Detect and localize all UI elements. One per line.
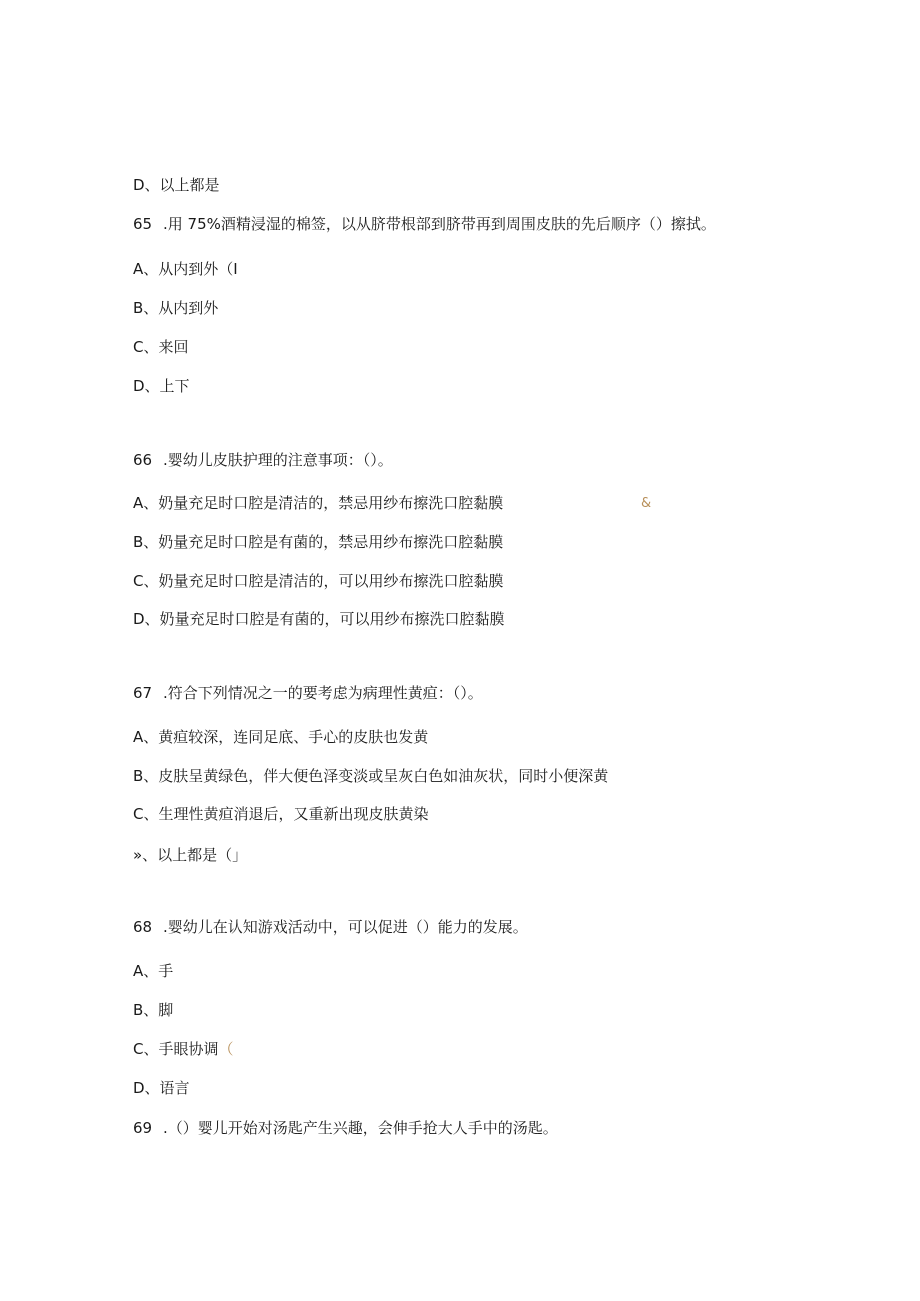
q68-option-c-mark: （ [218, 1040, 234, 1058]
q68-stem [133, 917, 528, 937]
q67-option-c: C、生理性黄疸消退后，又重新出现皮肤黄染 [133, 805, 429, 823]
q65-option-a: A、从内到外（I [133, 260, 238, 278]
q68-number: 68 [133, 918, 153, 936]
q65-number: 65 [133, 215, 153, 233]
q64-option-d: D、以上都是 [133, 176, 220, 194]
q67-option-d: »、以上都是（」 [133, 846, 248, 864]
q68-option-c [133, 1039, 234, 1059]
q67-option-a: A、黄疸较深，连同足底、手心的皮肤也发黄 [133, 728, 429, 746]
q69-number: 69 [133, 1119, 153, 1137]
q67-option-b: B、皮肤呈黄绿色，伴大便色泽变淡或呈灰白色如油灰状，同时小便深黄 [133, 767, 609, 785]
q66-stray-mark: & [641, 496, 652, 511]
q68-option-a: A、手 [133, 962, 174, 980]
q65-option-d: D、上下 [133, 377, 190, 395]
q66-stem [133, 450, 393, 470]
q69-text: .（）婴儿开始对汤匙产生兴趣，会伸手抢大人手中的汤匙。 [163, 1119, 558, 1137]
q65-option-c: C、来回 [133, 338, 189, 356]
q65-option-b: B、从内到外 [133, 299, 219, 317]
q67-number: 67 [133, 684, 153, 702]
q66-number: 66 [133, 451, 153, 469]
q65-text: .用 75%酒精浸湿的棉签，以从脐带根部到脐带再到周围皮肤的先后顺序（）擦拭。 [163, 215, 716, 233]
q68-text: .婴幼儿在认知游戏活动中，可以促进（）能力的发展。 [163, 918, 528, 936]
q69-stem [133, 1118, 558, 1138]
q68-option-b: B、脚 [133, 1001, 174, 1019]
q66-option-c: C、奶量充足时口腔是清洁的，可以用纱布擦洗口腔黏膜 [133, 572, 504, 590]
q68-option-c-text: C、手眼协调 [133, 1040, 219, 1058]
q68-option-d: D、语言 [133, 1079, 190, 1097]
q65-stem [133, 214, 716, 234]
q66-option-b: B、奶量充足时口腔是有菌的，禁忌用纱布擦洗口腔黏膜 [133, 533, 504, 551]
q66-option-a: A、奶量充足时口腔是清洁的，禁忌用纱布擦洗口腔黏膜 [133, 494, 504, 512]
q66-option-d: D、奶量充足时口腔是有菌的，可以用纱布擦洗口腔黏膜 [133, 610, 505, 628]
q67-text: .符合下列情况之一的要考虑为病理性黄疸：（）。 [163, 684, 483, 702]
q66-text: .婴幼儿皮肤护理的注意事项：（）。 [163, 451, 393, 469]
q67-stem [133, 683, 483, 703]
